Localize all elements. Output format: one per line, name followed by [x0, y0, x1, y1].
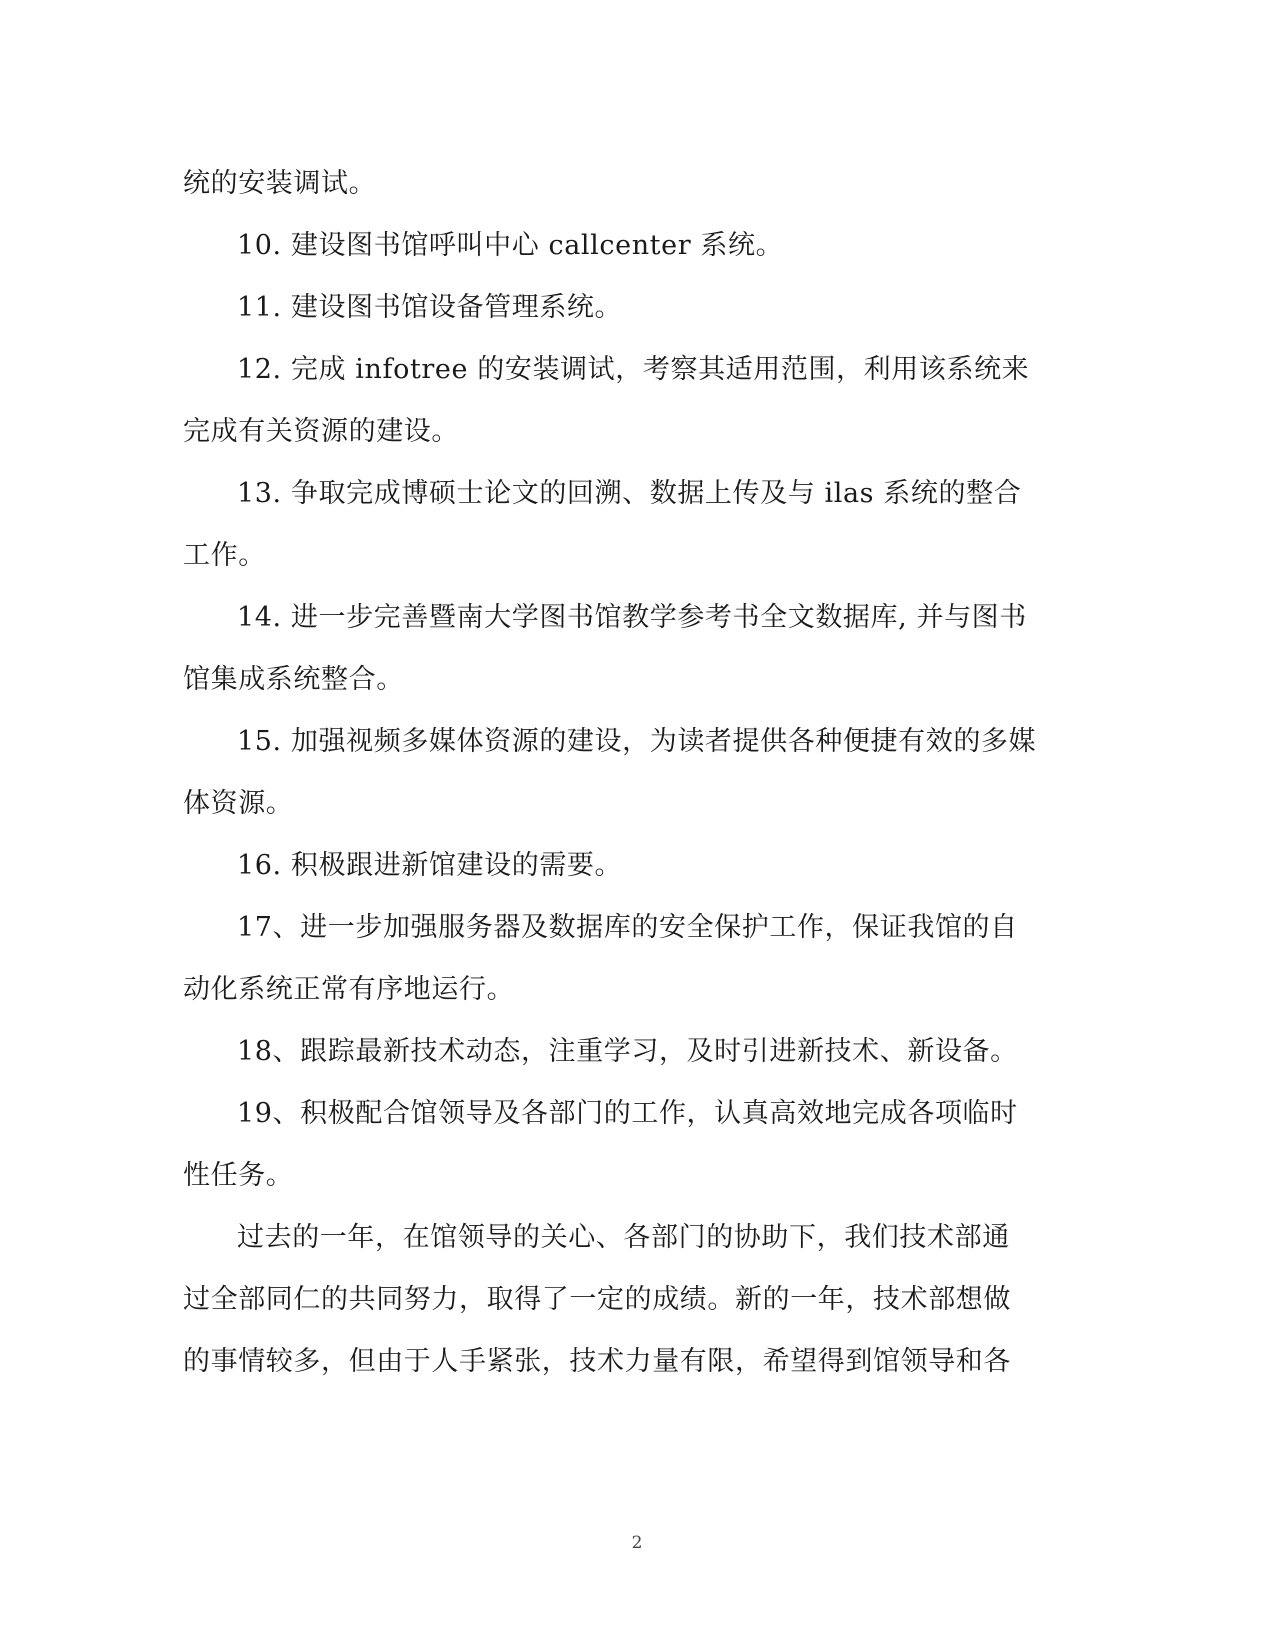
list-item-11: 11. 建设图书馆设备管理系统。: [237, 292, 623, 323]
text-line: 性任务。: [183, 1160, 294, 1191]
text-line: 体资源。: [183, 788, 294, 819]
list-item-19: 19、积极配合馆领导及各部门的工作，认真高效地完成各项临时: [237, 1098, 1018, 1129]
text-line: 馆集成系统整合。: [183, 664, 404, 695]
list-item-12: 12. 完成 infotree 的安装调试，考察其适用范围，利用该系统来: [237, 354, 1030, 385]
list-item-10: 10. 建设图书馆呼叫中心 callcenter 系统。: [237, 230, 784, 261]
text-line: 动化系统正常有序地运行。: [183, 974, 515, 1005]
list-item-16: 16. 积极跟进新馆建设的需要。: [237, 850, 623, 881]
list-item-18: 18、跟踪最新技术动态，注重学习，及时引进新技术、新设备。: [237, 1036, 1018, 1067]
list-item-14: 14. 进一步完善暨南大学图书馆教学参考书全文数据库, 并与图书: [237, 602, 1027, 633]
list-item-17: 17、进一步加强服务器及数据库的安全保护工作，保证我馆的自: [237, 912, 1018, 943]
summary-paragraph-line: 过全部同仁的共同努力，取得了一定的成绩。新的一年，技术部想做: [183, 1284, 1011, 1315]
summary-paragraph-line: 的事情较多，但由于人手紧张，技术力量有限，希望得到馆领导和各: [183, 1346, 1011, 1377]
document-body: [183, 153, 1083, 1393]
page-number: 2: [631, 1533, 643, 1553]
text-line: 工作。: [183, 540, 266, 571]
text-line: 统的安装调试。: [183, 168, 377, 199]
text-line: 完成有关资源的建设。: [183, 416, 459, 447]
summary-paragraph-line: 过去的一年，在馆领导的关心、各部门的协助下，我们技术部通: [237, 1222, 1010, 1253]
list-item-15: 15. 加强视频多媒体资源的建设，为读者提供各种便捷有效的多媒: [237, 726, 1037, 757]
list-item-13: 13. 争取完成博硕士论文的回溯、数据上传及与 ilas 系统的整合: [237, 478, 1022, 509]
